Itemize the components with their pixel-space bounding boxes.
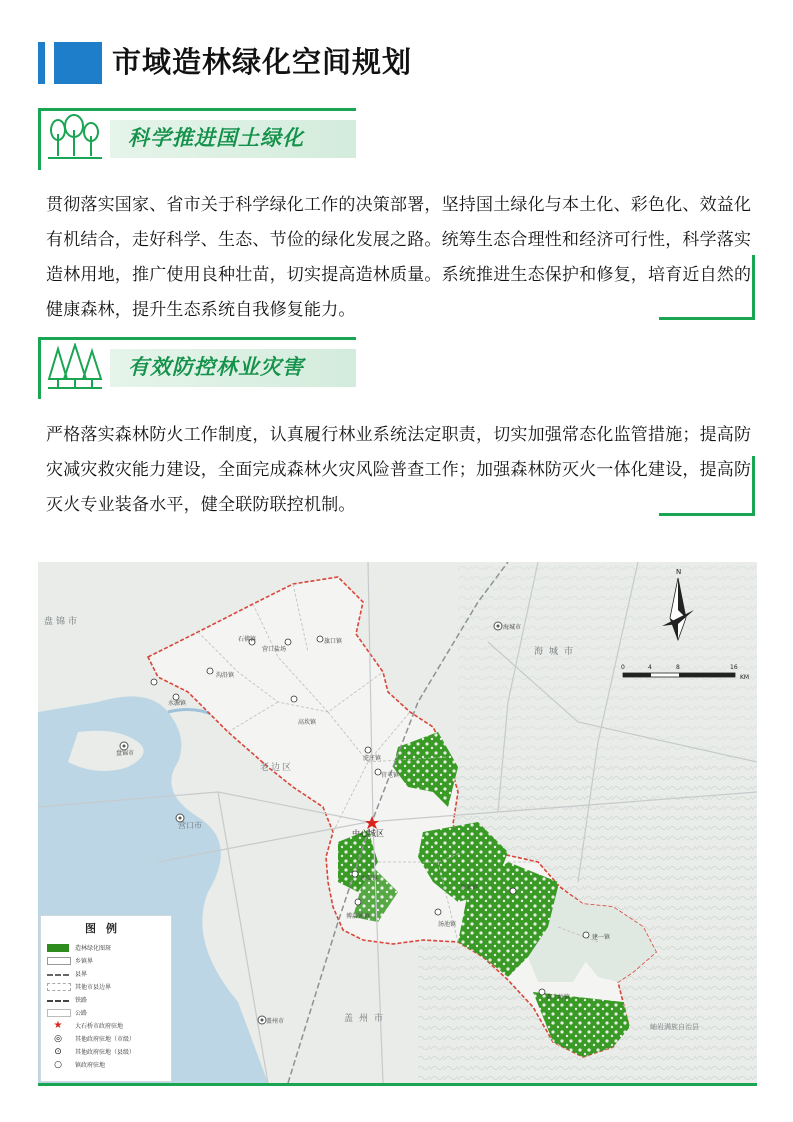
label-huangtuling: 黄土岭镇 — [546, 994, 571, 1001]
legend-symbol-county — [47, 974, 69, 976]
label-gaizhou-city: 盖州市 — [266, 1018, 285, 1025]
forest-icon — [46, 343, 104, 393]
label-hutun: 虎庄镇 — [363, 755, 382, 762]
legend-item: ⊙ 其他政府驻地（县级） — [47, 1048, 167, 1058]
label-panjin-city: 盘锦市 — [116, 750, 135, 757]
legend-symbol-afforestation — [47, 944, 69, 952]
paragraph-corner-vertical — [752, 255, 755, 319]
label-yingkou: 营口市 — [178, 821, 202, 830]
legend-item: 造林绿化图斑 — [47, 944, 167, 954]
section-2-paragraph: 严格落实森林防火工作制度，认真履行林业系统法定职责，切实加强常态化监管措施；提高防灾减灾救灾能力建设，全面完成森林火灾风险普查工作；加强森林防灭火一体化建设，提高防灭火专业装备水平，健全联防联控机制。 — [46, 425, 752, 515]
label-zhoujia: 周家镇 — [460, 884, 479, 891]
label-laobian: 老边区 — [260, 763, 294, 773]
legend-item: ★ 大石桥市政府驻地 — [47, 1022, 167, 1032]
trees-icon — [46, 114, 104, 164]
label-center: 中心城区 — [352, 829, 384, 838]
paragraph-corner-horizontal — [659, 513, 755, 516]
mountain-relief-north — [458, 562, 757, 762]
legend-item: 县界 — [47, 970, 167, 980]
label-haicheng: 海城市 — [534, 647, 580, 657]
label-yongan: 永安镇 — [360, 875, 379, 882]
paragraph-corner-vertical — [752, 456, 755, 516]
label-tangchi: 汤池镇 — [438, 921, 457, 928]
svg-text:8: 8 — [676, 664, 680, 671]
page-title: 市域造林绿化空间规划 — [112, 45, 413, 79]
double-circle-icon: ◎ — [54, 1034, 62, 1044]
section-top-line — [38, 337, 356, 340]
label-gouyan: 沟沿镇 — [216, 672, 235, 679]
label-boluopu: 博洛铺镇 — [346, 913, 371, 920]
svg-text:N: N — [676, 568, 682, 576]
title-accent-block — [54, 42, 102, 84]
forest-planning-map — [38, 562, 757, 1083]
label-xiuyan: 岫岩满族自治县 — [650, 1023, 699, 1031]
section-header-1 — [38, 108, 356, 170]
label-qikou: 旗口镇 — [324, 638, 343, 645]
legend-item: 乡镇界 — [47, 957, 167, 967]
svg-text:KM: KM — [740, 674, 750, 681]
legend-item: 铁路 — [47, 996, 167, 1006]
section-header-2 — [38, 337, 356, 399]
label-shuiyuan: 水源镇 — [168, 700, 187, 707]
legend-item: 公路 — [47, 1009, 167, 1019]
star-icon: ★ — [53, 1020, 63, 1031]
label-shifo: 石佛镇 — [238, 636, 257, 643]
label-gaizhou: 盖州市 — [344, 1014, 390, 1024]
legend-symbol-road — [47, 1009, 71, 1017]
svg-text:4: 4 — [648, 664, 652, 671]
legend-item: ○ 镇政府驻地 — [47, 1061, 167, 1071]
dot-circle-icon: ⊙ — [54, 1047, 62, 1057]
map-legend — [40, 915, 172, 1082]
svg-text:0: 0 — [621, 664, 625, 671]
label-gaokan: 高坎镇 — [298, 719, 317, 726]
label-jianyi: 建一镇 — [592, 934, 611, 941]
title-accent-bar — [38, 42, 45, 84]
legend-symbol-township — [47, 957, 71, 965]
label-guandun: 官屯镇 — [381, 772, 400, 779]
section-left-line — [38, 108, 41, 170]
svg-text:16: 16 — [730, 664, 738, 671]
label-xinkai: 营口盐场 — [262, 646, 287, 653]
legend-item: ◎ 其他政府驻地（市级） — [47, 1035, 167, 1045]
section-left-line — [38, 337, 41, 399]
legend-symbol-other-boundary — [47, 983, 71, 991]
section-title: 科学推进国土绿化 — [128, 126, 304, 150]
paragraph-corner-horizontal — [659, 317, 755, 320]
section-title: 有效防控林业灾害 — [128, 355, 304, 379]
legend-title: 图例 — [85, 922, 127, 935]
circle-icon: ○ — [54, 1060, 62, 1070]
section-top-line — [38, 108, 356, 111]
legend-symbol-railway — [47, 1000, 69, 1002]
section-1-paragraph: 贯彻落实国家、省市关于科学绿化工作的决策部署，坚持国土绿化与本土化、彩色化、效益化有机结合，走好科学、生态、节俭的绿化发展之路。统筹生态合理性和经济可行性，科学落实造林用地，推广使用良种壮苗，切实提高造林质量。系统推进生态保护和修复，培育近自然的健康森林，提升生态系统自我修复能力。 — [46, 195, 752, 320]
label-panjin: 盘锦市 — [44, 617, 81, 627]
label-haicheng-city: 海城市 — [503, 624, 522, 631]
map-bottom-line — [38, 1083, 757, 1086]
legend-item: 其他市县边界 — [47, 983, 167, 993]
